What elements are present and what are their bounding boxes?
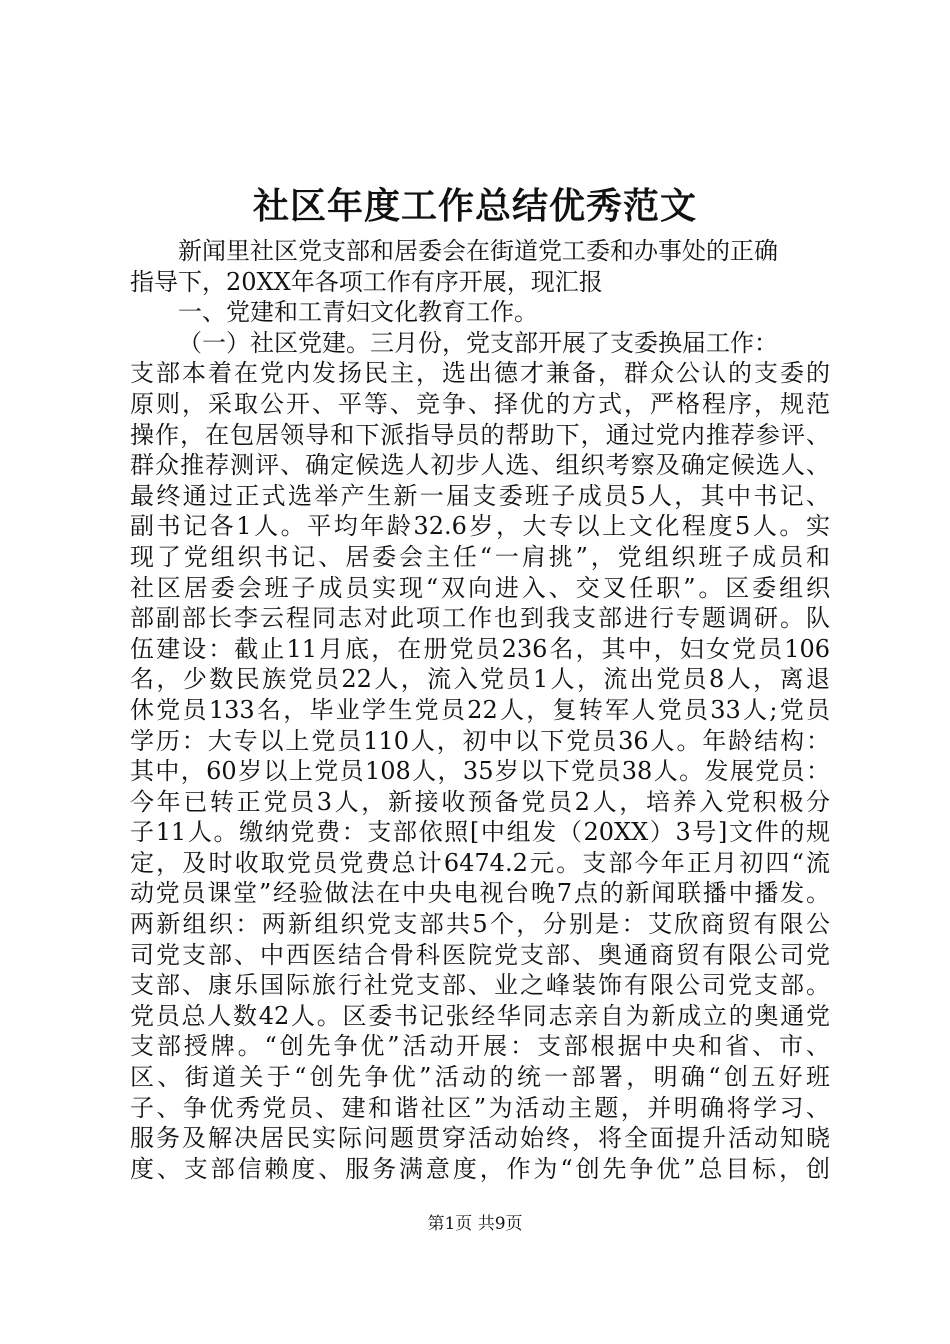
paragraph-line: 指导下，20XX年各项工作有序开展，现汇报	[130, 267, 603, 296]
paragraph-line: 今年已转正党员3人，新接收预备党员2人，培养入党积极分	[130, 787, 830, 816]
paragraph-line: 现了党组织书记、居委会主任“一肩挑”，党组织班子成员和	[130, 542, 830, 571]
paragraph-line: 休党员133名，毕业学生党员22人，复转军人党员33人;党员	[130, 695, 830, 724]
paragraph-line: 最终通过正式选举产生新一届支委班子成员5人，其中书记、	[130, 481, 830, 510]
paragraph-line: 操作，在包居领导和下派指导员的帮助下，通过党内推荐参评、	[130, 420, 830, 449]
paragraph-line: 司党支部、中西医结合骨科医院党支部、奥通商贸有限公司党	[130, 940, 830, 969]
paragraph-line: 服务及解决居民实际问题贯穿活动始终，将全面提升活动知晓	[130, 1124, 830, 1153]
paragraph-line: 社区居委会班子成员实现“双向进入、交叉任职”。区委组织	[130, 573, 830, 602]
paragraph-line: 群众推荐测评、确定候选人初步人选、组织考察及确定候选人、	[130, 451, 830, 480]
paragraph-line: 副书记各1人。平均年龄32.6岁，大专以上文化程度5人。实	[130, 512, 830, 541]
paragraph-line: 名，少数民族党员22人，流入党员1人，流出党员8人，离退	[130, 665, 830, 694]
paragraph-line: （一）社区党建。三月份，党支部开展了支委换届工作：	[178, 328, 778, 357]
paragraph-line: 党员总人数42人。区委书记张经华同志亲自为新成立的奥通党	[130, 1001, 830, 1030]
paragraph-line: 区、街道关于“创先争优”活动的统一部署，明确“创五好班	[130, 1063, 830, 1092]
paragraph-line: 支部授牌。“创先争优”活动开展：支部根据中央和省、市、	[130, 1032, 830, 1061]
document-title: 社区年度工作总结优秀范文	[252, 185, 697, 227]
paragraph-line: 其中，60岁以上党员108人，35岁以下党员38人。发展党员：	[130, 757, 830, 786]
paragraph-line: 子、争优秀党员、建和谐社区”为活动主题，并明确将学习、	[130, 1093, 830, 1122]
paragraph-line: 支部、康乐国际旅行社党支部、业之峰装饰有限公司党支部。	[130, 971, 830, 1000]
page-number: 第1页 共9页	[427, 1214, 523, 1234]
paragraph-line: 学历：大专以上党员110人，初中以下党员36人。年龄结构：	[130, 726, 830, 755]
paragraph-line: 定，及时收取党员党费总计6474.2元。支部今年正月初四“流	[130, 848, 830, 877]
document-body	[130, 236, 830, 1184]
paragraph-line: 新闻里社区党支部和居委会在街道党工委和办事处的正确	[178, 237, 778, 265]
paragraph-line: 子11人。缴纳党费：支部依照[中组发（20XX）3号]文件的规	[130, 818, 830, 847]
paragraph-line: 动党员课堂”经验做法在中央电视台晚7点的新闻联播中播发。	[130, 879, 830, 908]
paragraph-line: 部副部长李云程同志对此项工作也到我支部进行专题调研。队	[130, 604, 830, 633]
section-heading: 一、党建和工青妇文化教育工作。	[178, 298, 538, 327]
paragraph-line: 两新组织：两新组织党支部共5个，分别是：艾欣商贸有限公	[130, 910, 830, 939]
paragraph-line: 支部本着在党内发扬民主，选出德才兼备，群众公认的支委的	[130, 359, 830, 388]
paragraph-line: 原则，采取公开、平等、竞争、择优的方式，严格程序，规范	[130, 389, 830, 418]
paragraph-line: 伍建设：截止11月底，在册党员236名，其中，妇女党员106	[130, 634, 830, 663]
paragraph-line: 度、支部信赖度、服务满意度，作为“创先争优”总目标，创	[130, 1154, 830, 1183]
